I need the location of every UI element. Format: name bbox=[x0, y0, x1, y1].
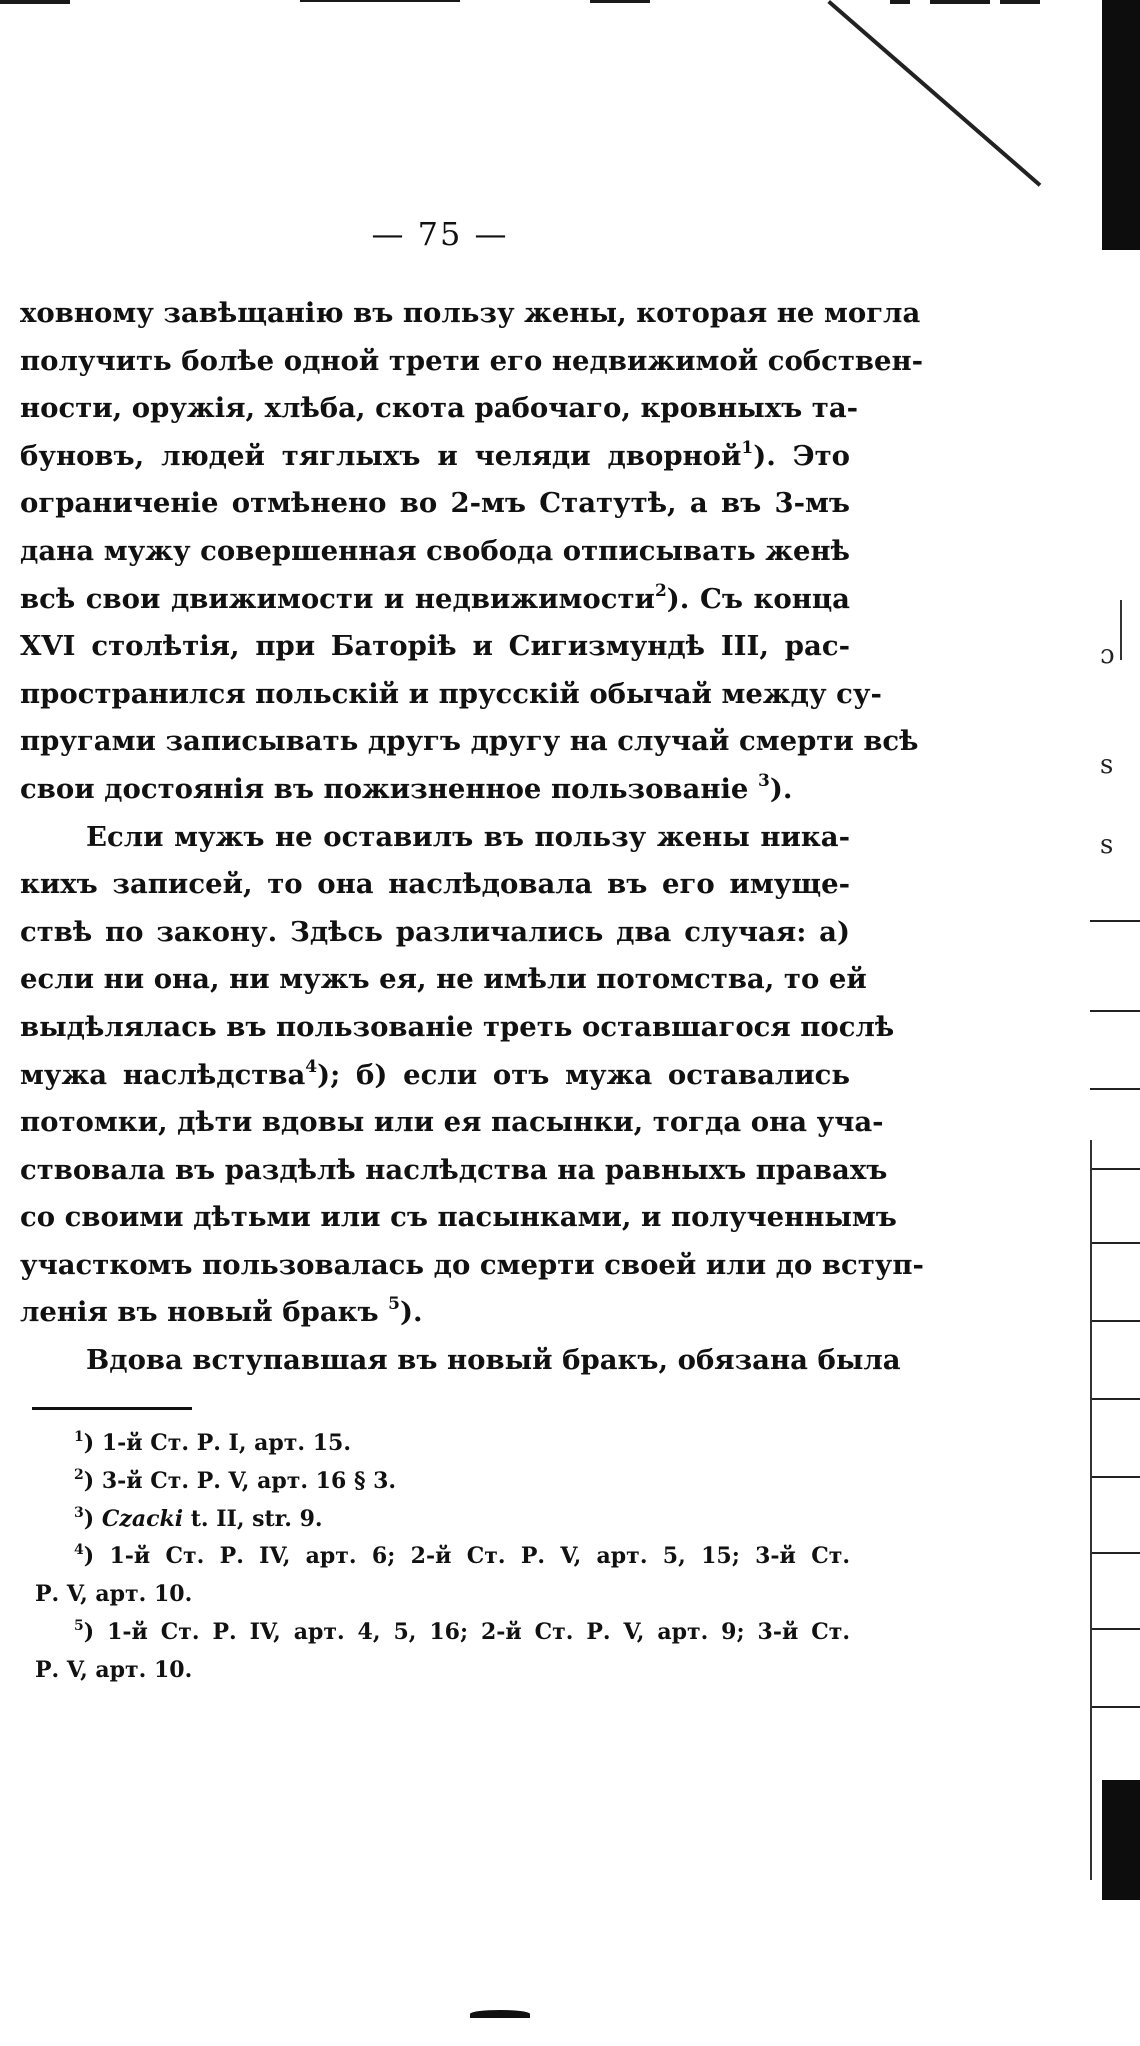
edge-rule bbox=[1090, 1706, 1140, 1708]
footnote-mark: 1 bbox=[74, 1429, 84, 1445]
body-text bbox=[20, 290, 924, 1385]
edge-vertical-line bbox=[1090, 1140, 1092, 1880]
text-line bbox=[20, 909, 850, 957]
text-line bbox=[20, 766, 850, 814]
edge-rule bbox=[1090, 1552, 1140, 1554]
text-run: t. II, str. 9. bbox=[183, 1505, 323, 1532]
edge-rule bbox=[1090, 1088, 1140, 1090]
text-line bbox=[20, 1289, 850, 1337]
edge-rule bbox=[1090, 1010, 1140, 1012]
text-run: ствѣ по закону. Здѣсь различались два случая: а) bbox=[20, 915, 850, 948]
text-run: ограниченіе отмѣнено во 2-мъ Статутѣ, а въ 3-мъ bbox=[20, 487, 850, 520]
footnote bbox=[35, 1614, 850, 1690]
paragraph bbox=[20, 1337, 901, 1385]
edge-rule bbox=[1090, 1398, 1140, 1400]
text-run: Вдова вступавшая въ новый бракъ, обязана была bbox=[86, 1344, 901, 1377]
binding-edge-top bbox=[1102, 0, 1140, 250]
text-run: ленія въ новый бракъ bbox=[20, 1296, 389, 1329]
fold-shadow-line bbox=[827, 0, 1041, 187]
text-line bbox=[20, 576, 850, 624]
text-run: Р. V, арт. 10. bbox=[35, 1656, 193, 1683]
text-line bbox=[20, 814, 850, 862]
edge-rule bbox=[1090, 1242, 1140, 1244]
text-run: участкомъ пользовалась до смерти своей или до вступ- bbox=[20, 1248, 924, 1281]
footnote-line bbox=[35, 1652, 850, 1690]
text-run: если ни она, ни мужъ ея, не имѣли потомства, то ей bbox=[20, 963, 867, 996]
text-run: ). Съ конца bbox=[666, 582, 850, 615]
text-run: ) 1-й Ст. Р. IV, арт. 6; 2-й Ст. Р. V, арт. 5, 15; 3-й Ст. bbox=[83, 1543, 850, 1570]
text-run: ствовала въ раздѣлѣ наслѣдства на равныхъ правахъ bbox=[20, 1153, 888, 1186]
text-run: буновъ, людей тяглыхъ и челяди дворной bbox=[20, 439, 742, 472]
footnote-separator bbox=[32, 1407, 192, 1410]
text-run: ) bbox=[83, 1505, 102, 1532]
text-run: всѣ свои движимости и недвижимости bbox=[20, 582, 655, 615]
page-top-edge bbox=[0, 0, 1140, 10]
footnote-line bbox=[35, 1614, 850, 1652]
footnotes bbox=[35, 1425, 850, 1690]
text-line bbox=[20, 338, 924, 386]
text-run: выдѣлялась въ пользованіе треть оставшагося послѣ bbox=[20, 1010, 895, 1043]
text-run: Если мужъ не оставилъ въ пользу жены ника- bbox=[86, 820, 850, 853]
margin-glyph: s bbox=[1100, 830, 1114, 860]
bottom-ornament bbox=[470, 2010, 530, 2018]
footnote-line bbox=[35, 1576, 850, 1614]
text-run: ) 1-й Ст. Р. IV, арт. 4, 5, 16; 2-й Ст. Р. V, арт. 9; 3-й Ст. bbox=[83, 1618, 850, 1645]
paragraph bbox=[20, 814, 924, 1338]
edge-rule bbox=[1090, 1628, 1140, 1630]
edge-rule bbox=[1090, 1168, 1140, 1170]
text-run: кихъ записей, то она наслѣдовала въ его имуще- bbox=[20, 868, 850, 901]
footnote-ref: 1 bbox=[741, 437, 754, 458]
footnote-mark: 3 bbox=[74, 1504, 84, 1521]
edge-vertical-line bbox=[1120, 600, 1122, 660]
text-line bbox=[20, 385, 859, 433]
margin-glyph: s bbox=[1100, 750, 1114, 780]
footnote-mark: 4 bbox=[74, 1542, 84, 1559]
text-run: потомки, дѣти вдовы или ея пасынки, тогда она уча- bbox=[20, 1106, 884, 1139]
text-line bbox=[20, 1052, 850, 1100]
footnote bbox=[35, 1538, 850, 1614]
edge-rule bbox=[1090, 920, 1140, 922]
text-run: ). bbox=[769, 772, 793, 805]
italic-text: Czacki bbox=[101, 1505, 184, 1532]
text-line bbox=[20, 671, 882, 719]
text-run: мужа наслѣдства bbox=[20, 1058, 306, 1091]
text-line bbox=[20, 480, 850, 528]
text-run: ). bbox=[400, 1296, 423, 1329]
footnote-ref: 2 bbox=[654, 580, 667, 601]
edge-rule bbox=[1090, 1476, 1140, 1478]
text-line bbox=[20, 1242, 924, 1290]
footnote bbox=[35, 1501, 850, 1539]
edge-rule bbox=[1090, 1320, 1140, 1322]
text-line bbox=[20, 1194, 897, 1242]
footnote-ref: 4 bbox=[305, 1056, 318, 1077]
text-run: ); б) если отъ мужа оставались bbox=[317, 1058, 850, 1091]
text-line bbox=[20, 1337, 901, 1385]
footnote bbox=[35, 1463, 850, 1501]
text-line bbox=[20, 1147, 888, 1195]
text-run: Р. V, арт. 10. bbox=[35, 1581, 193, 1608]
text-line bbox=[20, 433, 850, 481]
footnote bbox=[35, 1425, 850, 1463]
footnote-ref: 5 bbox=[388, 1294, 401, 1315]
text-run: XVI столѣтія, при Баторіѣ и Сигизмундѣ III, рас- bbox=[20, 630, 850, 663]
text-run: ) 1-й Ст. Р. I, арт. 15. bbox=[83, 1430, 352, 1456]
text-run: ) 3-й Ст. Р. V, арт. 16 § 3. bbox=[83, 1467, 397, 1494]
margin-glyph: ɔ bbox=[1100, 640, 1115, 670]
footnote-mark: 5 bbox=[74, 1617, 84, 1634]
text-run: свои достоянія въ пожизненное пользованіе bbox=[20, 772, 758, 805]
footnote-line bbox=[35, 1425, 850, 1463]
text-line bbox=[20, 623, 850, 671]
binding-edge-bottom bbox=[1102, 1780, 1140, 1900]
footnote-mark: 2 bbox=[74, 1466, 84, 1483]
text-line bbox=[20, 718, 919, 766]
text-run: ховному завѣщанію въ пользу жены, которая не могла bbox=[20, 297, 921, 329]
footnote-line bbox=[35, 1538, 850, 1576]
text-line bbox=[20, 1004, 895, 1052]
footnote-ref: 3 bbox=[758, 770, 770, 791]
footnote-line bbox=[35, 1463, 850, 1501]
text-line bbox=[20, 1099, 884, 1147]
text-run: пространился польскій и прусскій обычай между су- bbox=[20, 677, 882, 710]
text-line bbox=[20, 956, 867, 1004]
text-run: пругами записывать другъ другу на случай смерти всѣ bbox=[20, 725, 919, 758]
text-line bbox=[20, 290, 921, 338]
text-run: ности, оружія, хлѣба, скота рабочаго, кровныхъ та- bbox=[20, 392, 859, 425]
text-run: со своими дѣтьми или съ пасынками, и полученнымъ bbox=[20, 1201, 897, 1234]
page-number: — 75 — bbox=[371, 215, 509, 253]
text-line bbox=[20, 861, 850, 909]
text-run: ). Это bbox=[753, 439, 850, 472]
paragraph bbox=[20, 290, 924, 814]
text-line bbox=[20, 528, 850, 576]
text-run: получить болѣе одной трети его недвижимой собствен- bbox=[20, 344, 924, 377]
footnote-line bbox=[35, 1501, 850, 1539]
text-run: дана мужу совершенная свобода отписывать женѣ bbox=[20, 534, 850, 567]
